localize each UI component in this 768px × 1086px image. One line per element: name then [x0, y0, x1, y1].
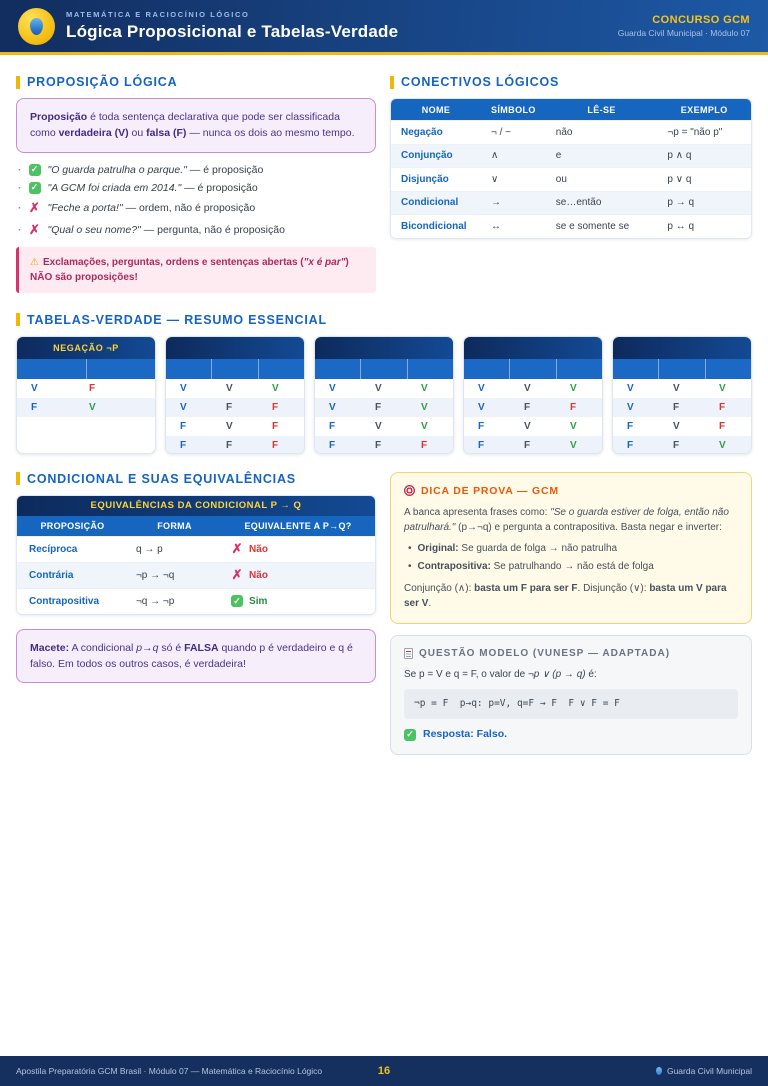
check-icon: ✓ [231, 595, 243, 607]
page-footer [0, 1056, 768, 1086]
truth-table-title [613, 337, 751, 359]
truth-table-bicondicional [612, 336, 752, 454]
section-heading-condicional: CONDICIONAL E SUAS EQUIVALÊNCIAS [16, 472, 376, 486]
column-header: EQUIVALENTE A P→Q? [244, 520, 352, 531]
truth-table-subheader [315, 359, 453, 379]
check-icon: · ✓ [29, 164, 41, 176]
cross-icon: · ✗ [29, 221, 40, 237]
table-header-row [17, 516, 375, 536]
cross-icon: ✗ [231, 567, 243, 583]
truth-row: V V V [315, 379, 453, 398]
warning-box: ⚠ Exclamações, perguntas, ordens e sentenças abertas ("x é par") NÃO são proposições! [16, 247, 376, 293]
questao-title: QUESTÃO MODELO (VUNESP — ADAPTADA) [404, 646, 738, 661]
definition-term: Proposição [30, 111, 88, 123]
dica-list [408, 541, 738, 575]
conectivos-table [390, 98, 752, 239]
truth-row: V F [17, 379, 155, 398]
column-header: EXEMPLO [680, 104, 728, 115]
page-title: Lógica Proposicional e Tabelas-Verdade [66, 22, 399, 41]
page-content [0, 55, 768, 755]
column-header: PROPOSIÇÃO [40, 520, 105, 531]
cross-icon: · ✗ [29, 199, 40, 215]
target-icon [404, 485, 415, 496]
truth-row: V F F [166, 398, 304, 417]
dica-de-prova-box [390, 472, 752, 624]
truth-row: V V V [613, 379, 751, 398]
truth-row: V F F [613, 398, 751, 417]
gcm-logo-icon [18, 8, 55, 45]
list-item: · ✓ "O guarda patrulha o parque." — é proposição [18, 164, 374, 176]
truth-tables-grid [16, 336, 752, 454]
truth-table-subheader [613, 359, 751, 379]
equivalencias-table-title: EQUIVALÊNCIAS DA CONDICIONAL P → Q [17, 496, 375, 516]
truth-row: V F F [464, 398, 602, 417]
column-header: LÊ-SE [587, 104, 616, 115]
table-row: Contrapositiva ¬q → ¬p ✓ Sim [17, 588, 375, 614]
blank-space [0, 755, 768, 1056]
truth-row: F V F [166, 417, 304, 436]
section-conectivos [390, 75, 752, 239]
section-dica-questao [390, 472, 752, 755]
list-item: • Original: Se guarda de folga → não patrulha [408, 541, 738, 557]
column-header: FORMA [157, 520, 192, 531]
section-heading-conectivos: CONECTIVOS LÓGICOS [390, 75, 752, 89]
header-kicker: MATEMÁTICA E RACIOCÍNIO LÓGICO [66, 10, 250, 19]
drop-icon [30, 18, 43, 35]
examples-list [18, 164, 374, 238]
drop-icon [656, 1067, 662, 1075]
truth-row: F F F [315, 436, 453, 454]
truth-table-disjuncao [314, 336, 454, 454]
check-icon: · ✓ [29, 182, 41, 194]
truth-row: F F F [166, 436, 304, 454]
truth-table-subheader [464, 359, 602, 379]
column-header: SÍMBOLO [490, 104, 536, 115]
warning-icon: ⚠ [30, 256, 39, 268]
questao-solution-code: ¬p = F p→q: p=V, q=F → F F ∨ F = F [404, 689, 738, 719]
section-heading-tabelas: TABELAS-VERDADE — RESUMO ESSENCIAL [16, 313, 752, 327]
section-heading-proposicao: PROPOSIÇÃO LÓGICA [16, 75, 376, 89]
truth-row: V F V [315, 398, 453, 417]
list-item: · ✓ "A GCM foi criada em 2014." — é proposição [18, 182, 374, 194]
questao-answer: ✓ Resposta: Falso. [404, 727, 738, 743]
truth-row: F V [17, 398, 155, 417]
column-header: NOME [421, 104, 451, 115]
table-row: Condicional → se…então p → q [391, 191, 751, 215]
memo-icon [404, 648, 413, 659]
dica-title: DICA DE PROVA — GCM [404, 483, 738, 499]
truth-row: F F V [613, 436, 751, 454]
truth-row: F V V [315, 417, 453, 436]
truth-table-condicional [463, 336, 603, 454]
check-icon: ✓ [404, 729, 416, 741]
dica-footnote: Conjunção (∧): basta um F para ser F. Disjunção (∨): basta um V para ser V. [404, 582, 727, 610]
header-titles [66, 10, 398, 42]
table-row: Contrária ¬p → ¬q ✗ Não [17, 562, 375, 588]
truth-row: F V F [613, 417, 751, 436]
list-item: • Contrapositiva: Se patrulhando → não está de folga [408, 559, 738, 575]
definition-box: Proposição é toda sentença declarativa que pode ser classificada como verdadeira (V) ou falsa (F) — nunca os dois ao mesmo tempo. [16, 98, 376, 153]
truth-table-title [315, 337, 453, 359]
section-tabelas-verdade [16, 313, 752, 454]
table-header-row [391, 99, 751, 120]
truth-table-conjuncao [165, 336, 305, 454]
section-proposicao [16, 75, 376, 293]
footer-right-text: Guarda Civil Municipal [656, 1066, 752, 1076]
truth-row: F V V [464, 417, 602, 436]
truth-table-title [166, 337, 304, 359]
truth-row: F F V [464, 436, 602, 454]
section-condicional [16, 472, 376, 684]
questao-modelo-box [390, 635, 752, 755]
list-item: · ✗ "Feche a porta!" — ordem, não é proposição [18, 200, 374, 216]
table-row: Disjunção ∨ ou p ∨ q [391, 167, 751, 191]
truth-table-subheader [166, 359, 304, 379]
table-row: Conjunção ∧ e p ∧ q [391, 144, 751, 168]
cross-icon: ✗ [231, 541, 243, 557]
dica-intro: A banca apresenta frases como: "Se o guarda estiver de folga, então não patrulhará." (p→¬q) e pergunta a contrapositiva. Basta negar e inverter: [404, 506, 729, 534]
truth-table-title [464, 337, 602, 359]
table-row: Negação ¬ / ~ não ¬p = "não p" [391, 120, 751, 144]
list-item: · ✗ "Qual o seu nome?" — pergunta, não é proposição [18, 222, 374, 238]
brand-title: CONCURSO GCM [652, 14, 750, 26]
truth-table-negacao [16, 336, 156, 454]
truth-row: V V V [166, 379, 304, 398]
table-row: Recíproca q → p ✗ Não [17, 536, 375, 562]
footer-left-text: Apostila Preparatória GCM Brasil · Módulo 07 — Matemática e Raciocínio Lógico [16, 1066, 323, 1076]
equivalencias-table [16, 495, 376, 615]
header-brand-block [618, 14, 750, 38]
brand-subtitle: Guarda Civil Municipal · Módulo 07 [617, 28, 750, 38]
truth-table-title: NEGAÇÃO ¬P [17, 337, 155, 359]
truth-table-subheader [17, 359, 155, 379]
questao-prompt: Se p = V e q = F, o valor de ¬p ∨ (p → q) é: [404, 668, 597, 680]
page-number: 16 [377, 1065, 391, 1077]
table-row: Bicondicional ↔ se e somente se p ↔ q [391, 214, 751, 238]
truth-row: V V V [464, 379, 602, 398]
macete-box: Macete: A condicional p→q só é FALSA quando p é verdadeiro e q é falso. Em todos os outros casos, é verdadeira! [16, 629, 376, 684]
page-header [0, 0, 768, 52]
